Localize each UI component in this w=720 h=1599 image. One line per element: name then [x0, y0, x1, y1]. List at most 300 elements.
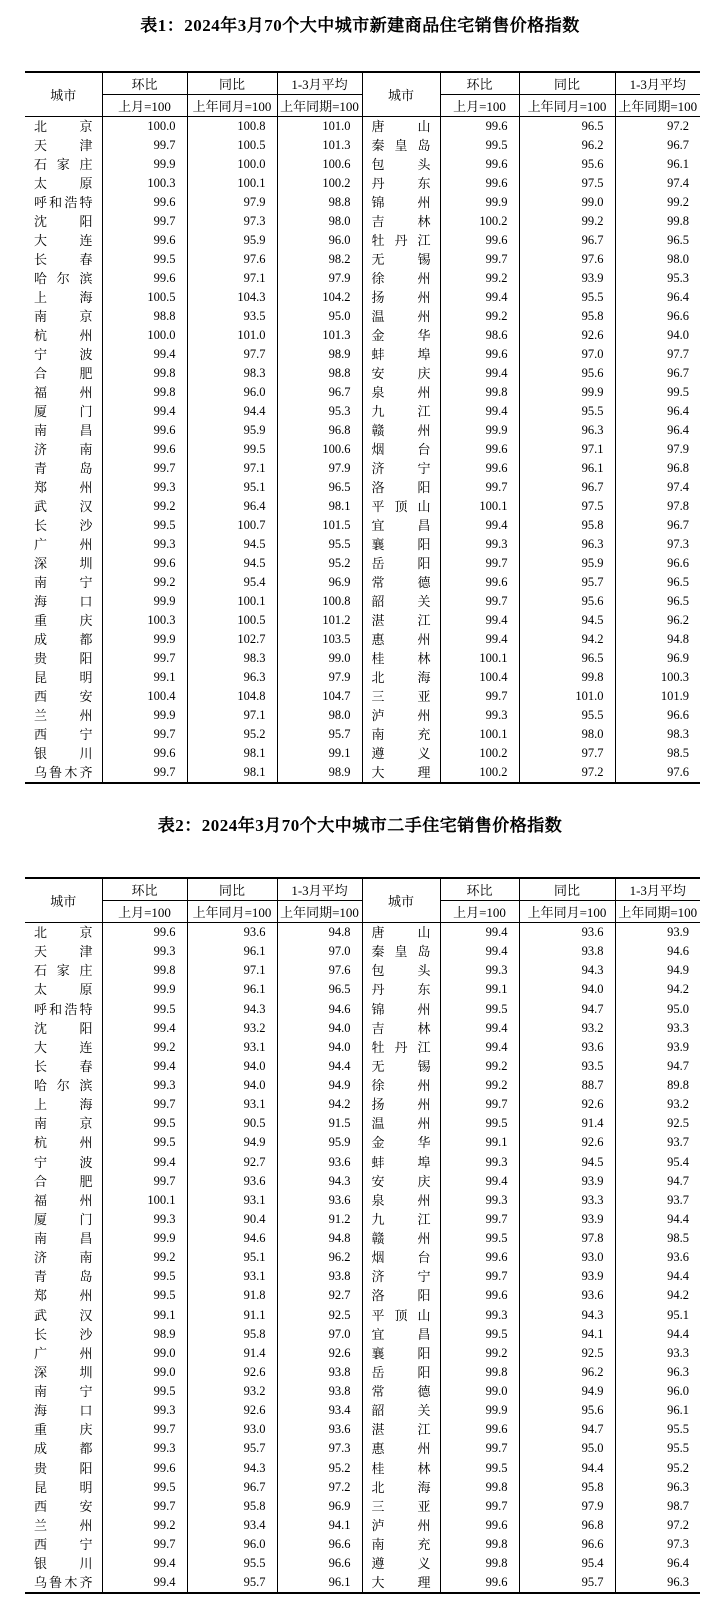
value-cell: 94.8: [277, 923, 362, 943]
value-cell: 99.4: [102, 1153, 187, 1172]
value-cell: 93.3: [519, 1191, 615, 1210]
value-cell: 99.3: [440, 535, 519, 554]
city-cell: 襄 阳: [362, 535, 440, 554]
value-cell: 99.3: [440, 1153, 519, 1172]
value-cell: 99.0: [440, 1382, 519, 1401]
value-cell: 99.6: [440, 1516, 519, 1535]
value-cell: 95.5: [615, 1439, 700, 1458]
value-cell: 99.2: [440, 1076, 519, 1095]
value-cell: 99.7: [102, 1172, 187, 1191]
value-cell: 94.4: [277, 1057, 362, 1076]
value-cell: 98.5: [615, 744, 700, 763]
value-cell: 96.7: [187, 1478, 277, 1497]
value-cell: 100.0: [102, 117, 187, 137]
table-row: [25, 1229, 700, 1248]
value-cell: 104.8: [187, 687, 277, 706]
city-cell: 洛 阳: [362, 478, 440, 497]
value-cell: 97.9: [277, 269, 362, 288]
value-cell: 93.6: [519, 1286, 615, 1305]
value-cell: 99.8: [615, 212, 700, 231]
value-cell: 93.9: [615, 923, 700, 943]
city-cell: 无 锡: [362, 1057, 440, 1076]
value-cell: 99.7: [440, 592, 519, 611]
value-cell: 94.3: [519, 961, 615, 980]
city-cell: 丹 东: [362, 980, 440, 999]
table-row: [25, 421, 700, 440]
city-cell: 岳 阳: [362, 554, 440, 573]
value-cell: 100.1: [102, 1191, 187, 1210]
table-row: [25, 478, 700, 497]
value-cell: 94.4: [519, 1459, 615, 1478]
value-cell: 93.6: [187, 923, 277, 943]
value-cell: 99.5: [440, 1229, 519, 1248]
value-cell: 98.8: [277, 364, 362, 383]
table-row: [25, 1095, 700, 1114]
city-cell: 深 圳: [34, 1364, 93, 1380]
value-cell: 101.5: [277, 516, 362, 535]
table-row: [25, 1114, 700, 1133]
value-cell: 99.4: [440, 923, 519, 943]
table-row: [25, 980, 700, 999]
city-cell: 烟 台: [362, 1248, 440, 1267]
value-cell: 101.3: [277, 326, 362, 345]
value-cell: 93.0: [187, 1420, 277, 1439]
value-cell: 101.0: [519, 687, 615, 706]
value-cell: 99.2: [102, 1516, 187, 1535]
value-cell: 94.0: [187, 1076, 277, 1095]
value-cell: 99.6: [102, 193, 187, 212]
table-row: [25, 744, 700, 763]
header-city: 城市: [25, 72, 102, 117]
header-city: 城市: [25, 878, 102, 923]
table-row: [25, 706, 700, 725]
city-cell: 宁 波: [34, 1154, 93, 1170]
value-cell: 93.9: [519, 1210, 615, 1229]
value-cell: 95.9: [187, 231, 277, 250]
city-cell: 南 宁: [34, 1384, 93, 1400]
table-row: [25, 923, 700, 943]
value-cell: 96.6: [615, 554, 700, 573]
header-yoy: 同比: [187, 878, 277, 901]
city-cell: 韶 关: [362, 592, 440, 611]
value-cell: 99.5: [440, 1000, 519, 1019]
city-cell: 济 南: [34, 442, 93, 457]
header-mom: 环比: [102, 878, 187, 901]
value-cell: 94.4: [615, 1267, 700, 1286]
value-cell: 94.0: [277, 1019, 362, 1038]
value-cell: 96.4: [187, 497, 277, 516]
value-cell: 94.0: [519, 980, 615, 999]
value-cell: 98.8: [277, 193, 362, 212]
table-row: [25, 592, 700, 611]
value-cell: 92.6: [187, 1363, 277, 1382]
value-cell: 92.6: [519, 1095, 615, 1114]
table-row: [25, 1325, 700, 1344]
value-cell: 95.4: [615, 1153, 700, 1172]
value-cell: 97.1: [187, 459, 277, 478]
value-cell: 97.2: [519, 763, 615, 783]
table-row: [25, 763, 700, 783]
value-cell: 92.5: [277, 1306, 362, 1325]
table-row: [25, 383, 700, 402]
value-cell: 100.3: [102, 611, 187, 630]
value-cell: 95.7: [187, 1439, 277, 1458]
value-cell: 93.8: [277, 1363, 362, 1382]
value-cell: 95.7: [519, 1573, 615, 1593]
value-cell: 96.9: [277, 573, 362, 592]
value-cell: 100.2: [440, 212, 519, 231]
table2-second-hand-price-index: [25, 877, 700, 1594]
value-cell: 96.1: [615, 155, 700, 174]
value-cell: 96.8: [519, 1516, 615, 1535]
value-cell: 97.9: [519, 1497, 615, 1516]
value-cell: 99.3: [440, 1306, 519, 1325]
value-cell: 94.5: [187, 535, 277, 554]
header-avg-base: 上年同期=100: [277, 95, 362, 117]
value-cell: 96.0: [187, 1535, 277, 1554]
city-cell: 厦 门: [34, 1211, 93, 1227]
table-row: [25, 516, 700, 535]
city-cell: 南 京: [34, 1116, 93, 1132]
city-cell: 贵 阳: [34, 1460, 93, 1476]
value-cell: 98.3: [615, 725, 700, 744]
value-cell: 94.7: [519, 1000, 615, 1019]
value-cell: 95.9: [187, 421, 277, 440]
city-cell: 福 州: [34, 385, 93, 400]
city-cell: 金 华: [362, 1133, 440, 1152]
value-cell: 94.2: [277, 1095, 362, 1114]
city-cell: 泉 州: [362, 1191, 440, 1210]
city-cell: 天 津: [34, 138, 93, 153]
value-cell: 95.9: [519, 554, 615, 573]
value-cell: 94.2: [615, 1286, 700, 1305]
value-cell: 99.6: [102, 744, 187, 763]
city-cell: 沈 阳: [34, 214, 93, 229]
value-cell: 99.7: [440, 1210, 519, 1229]
value-cell: 100.8: [277, 592, 362, 611]
value-cell: 101.3: [277, 136, 362, 155]
header-mom-base: 上月=100: [440, 95, 519, 117]
table-row: [25, 630, 700, 649]
value-cell: 99.5: [102, 1286, 187, 1305]
value-cell: 99.5: [102, 1267, 187, 1286]
value-cell: 94.0: [615, 326, 700, 345]
city-cell: 蚌 埠: [362, 1153, 440, 1172]
value-cell: 99.3: [440, 706, 519, 725]
value-cell: 98.7: [615, 1497, 700, 1516]
city-cell: 洛 阳: [362, 1286, 440, 1305]
value-cell: 94.6: [277, 1000, 362, 1019]
value-cell: 96.3: [519, 535, 615, 554]
value-cell: 99.8: [440, 1478, 519, 1497]
value-cell: 96.7: [277, 383, 362, 402]
value-cell: 99.9: [440, 421, 519, 440]
value-cell: 97.3: [615, 535, 700, 554]
value-cell: 93.6: [519, 923, 615, 943]
city-cell: 西 安: [34, 1498, 93, 1514]
table-row: [25, 1439, 700, 1458]
value-cell: 89.8: [615, 1076, 700, 1095]
header-yoy-base: 上年同月=100: [187, 901, 277, 923]
value-cell: 98.0: [277, 706, 362, 725]
value-cell: 93.5: [187, 307, 277, 326]
value-cell: 96.0: [615, 1382, 700, 1401]
table-row: [25, 250, 700, 269]
value-cell: 93.6: [277, 1420, 362, 1439]
value-cell: 99.7: [102, 763, 187, 783]
value-cell: 96.6: [615, 307, 700, 326]
value-cell: 93.9: [519, 269, 615, 288]
value-cell: 96.1: [615, 1401, 700, 1420]
value-cell: 99.8: [102, 364, 187, 383]
value-cell: 99.7: [440, 1267, 519, 1286]
city-cell: 徐 州: [362, 269, 440, 288]
table1-header: [25, 72, 700, 117]
value-cell: 99.1: [102, 668, 187, 687]
city-cell: 成 都: [34, 1441, 93, 1457]
value-cell: 95.7: [519, 573, 615, 592]
table-row: [25, 1248, 700, 1267]
value-cell: 96.5: [519, 117, 615, 137]
value-cell: 98.9: [102, 1325, 187, 1344]
value-cell: 100.2: [440, 744, 519, 763]
value-cell: 99.7: [440, 1095, 519, 1114]
value-cell: 96.0: [277, 231, 362, 250]
value-cell: 96.4: [615, 1554, 700, 1573]
city-cell: 常 德: [362, 573, 440, 592]
city-cell: 赣 州: [362, 1229, 440, 1248]
value-cell: 99.4: [102, 1573, 187, 1593]
value-cell: 99.4: [102, 345, 187, 364]
value-cell: 93.9: [519, 1267, 615, 1286]
table-row: [25, 649, 700, 668]
city-cell: 宜 昌: [362, 516, 440, 535]
value-cell: 99.7: [440, 554, 519, 573]
city-cell: 徐 州: [362, 1076, 440, 1095]
value-cell: 96.5: [615, 573, 700, 592]
table-row: [25, 1210, 700, 1229]
city-cell: 温 州: [362, 1114, 440, 1133]
value-cell: 93.1: [187, 1267, 277, 1286]
value-cell: 99.6: [440, 1286, 519, 1305]
value-cell: 99.6: [440, 1420, 519, 1439]
value-cell: 99.7: [102, 1535, 187, 1554]
value-cell: 95.6: [519, 155, 615, 174]
value-cell: 94.8: [615, 630, 700, 649]
city-cell: 长 沙: [34, 518, 93, 533]
city-cell: 青 岛: [34, 461, 93, 476]
value-cell: 97.8: [615, 497, 700, 516]
value-cell: 96.5: [277, 980, 362, 999]
value-cell: 97.2: [277, 1478, 362, 1497]
value-cell: 97.8: [519, 1229, 615, 1248]
value-cell: 99.5: [102, 1478, 187, 1497]
value-cell: 99.5: [440, 1325, 519, 1344]
value-cell: 97.9: [277, 459, 362, 478]
value-cell: 90.4: [187, 1210, 277, 1229]
value-cell: 93.6: [615, 1248, 700, 1267]
value-cell: 99.7: [440, 687, 519, 706]
value-cell: 97.1: [187, 706, 277, 725]
table-row: [25, 668, 700, 687]
value-cell: 99.6: [440, 155, 519, 174]
city-cell: 岳 阳: [362, 1363, 440, 1382]
value-cell: 95.8: [519, 1478, 615, 1497]
city-cell: 惠 州: [362, 1439, 440, 1458]
header-mom-base: 上月=100: [102, 95, 187, 117]
city-cell: 三 亚: [362, 687, 440, 706]
value-cell: 99.6: [440, 1573, 519, 1593]
value-cell: 94.3: [187, 1459, 277, 1478]
value-cell: 95.6: [519, 1401, 615, 1420]
value-cell: 99.7: [102, 136, 187, 155]
value-cell: 98.1: [187, 763, 277, 783]
value-cell: 97.4: [615, 174, 700, 193]
value-cell: 98.2: [277, 250, 362, 269]
city-cell: 呼 和 浩 特: [34, 195, 93, 210]
value-cell: 96.3: [615, 1478, 700, 1497]
table-row: [25, 942, 700, 961]
city-cell: 海 口: [34, 1403, 93, 1419]
value-cell: 97.7: [187, 345, 277, 364]
value-cell: 96.2: [519, 136, 615, 155]
value-cell: 93.6: [519, 1038, 615, 1057]
table-row: [25, 402, 700, 421]
value-cell: 96.3: [615, 1363, 700, 1382]
value-cell: 94.8: [277, 1229, 362, 1248]
city-cell: 桂 林: [362, 649, 440, 668]
value-cell: 92.6: [187, 1401, 277, 1420]
value-cell: 99.2: [102, 1038, 187, 1057]
value-cell: 99.9: [440, 1401, 519, 1420]
table-row: [25, 554, 700, 573]
value-cell: 99.4: [440, 1038, 519, 1057]
value-cell: 100.1: [440, 649, 519, 668]
value-cell: 95.3: [277, 402, 362, 421]
value-cell: 96.5: [277, 478, 362, 497]
city-cell: 重 庆: [34, 613, 93, 628]
table-row: [25, 155, 700, 174]
city-cell: 宁 波: [34, 347, 93, 362]
value-cell: 93.6: [187, 1172, 277, 1191]
city-cell: 南 昌: [34, 1231, 93, 1247]
value-cell: 96.6: [615, 706, 700, 725]
value-cell: 100.6: [277, 155, 362, 174]
city-cell: 温 州: [362, 307, 440, 326]
value-cell: 96.9: [277, 1497, 362, 1516]
header-yoy-base: 上年同月=100: [519, 901, 615, 923]
value-cell: 93.3: [615, 1019, 700, 1038]
value-cell: 96.6: [277, 1535, 362, 1554]
value-cell: 95.1: [187, 478, 277, 497]
city-cell: 济 宁: [362, 1267, 440, 1286]
table-row: [25, 269, 700, 288]
value-cell: 95.0: [277, 307, 362, 326]
value-cell: 99.7: [102, 1420, 187, 1439]
city-cell: 大 连: [34, 1039, 93, 1055]
city-cell: 合 肥: [34, 1173, 93, 1189]
value-cell: 99.2: [440, 307, 519, 326]
city-cell: 泸 州: [362, 706, 440, 725]
value-cell: 97.6: [519, 250, 615, 269]
city-cell: 烟 台: [362, 440, 440, 459]
value-cell: 104.7: [277, 687, 362, 706]
value-cell: 99.7: [440, 1497, 519, 1516]
value-cell: 99.4: [102, 1019, 187, 1038]
table-row: [25, 1306, 700, 1325]
city-cell: 泸 州: [362, 1516, 440, 1535]
city-cell: 郑 州: [34, 1288, 93, 1304]
header-avg-base: 上年同期=100: [615, 901, 700, 923]
value-cell: 95.1: [615, 1306, 700, 1325]
city-cell: 吉 林: [362, 1019, 440, 1038]
value-cell: 99.7: [102, 649, 187, 668]
value-cell: 100.0: [187, 155, 277, 174]
value-cell: 93.2: [187, 1019, 277, 1038]
city-cell: 青 岛: [34, 1269, 93, 1285]
value-cell: 100.1: [440, 725, 519, 744]
value-cell: 99.0: [102, 1344, 187, 1363]
value-cell: 99.6: [440, 174, 519, 193]
value-cell: 96.6: [519, 1535, 615, 1554]
city-cell: 安 庆: [362, 364, 440, 383]
value-cell: 96.7: [615, 136, 700, 155]
city-cell: 昆 明: [34, 1479, 93, 1495]
value-cell: 99.1: [277, 744, 362, 763]
value-cell: 93.7: [615, 1191, 700, 1210]
value-cell: 99.6: [102, 440, 187, 459]
value-cell: 94.9: [519, 1382, 615, 1401]
table-row: [25, 440, 700, 459]
value-cell: 99.5: [102, 250, 187, 269]
value-cell: 96.7: [615, 364, 700, 383]
value-cell: 93.0: [519, 1248, 615, 1267]
table1-body: [25, 117, 700, 784]
city-cell: 常 德: [362, 1382, 440, 1401]
header-mom: 环比: [102, 72, 187, 95]
value-cell: 95.0: [615, 1000, 700, 1019]
value-cell: 93.2: [187, 1382, 277, 1401]
table-row: [25, 1497, 700, 1516]
value-cell: 97.9: [615, 440, 700, 459]
value-cell: 94.3: [277, 1172, 362, 1191]
value-cell: 99.7: [102, 725, 187, 744]
value-cell: 97.1: [519, 440, 615, 459]
header-yoy: 同比: [519, 72, 615, 95]
value-cell: 99.5: [187, 440, 277, 459]
city-cell: 上 海: [34, 1097, 93, 1113]
city-cell: 韶 关: [362, 1401, 440, 1420]
value-cell: 94.7: [615, 1172, 700, 1191]
value-cell: 94.2: [615, 980, 700, 999]
value-cell: 95.8: [519, 516, 615, 535]
city-cell: 锦 州: [362, 193, 440, 212]
header-avg: 1-3月平均: [277, 72, 362, 95]
header-mom: 环比: [440, 72, 519, 95]
city-cell: 吉 林: [362, 212, 440, 231]
value-cell: 95.5: [519, 288, 615, 307]
city-cell: 沈 阳: [34, 1020, 93, 1036]
table-row: [25, 1459, 700, 1478]
value-cell: 99.4: [440, 1172, 519, 1191]
value-cell: 90.5: [187, 1114, 277, 1133]
value-cell: 96.0: [187, 383, 277, 402]
city-cell: 哈 尔 滨: [34, 271, 93, 286]
table-row: [25, 136, 700, 155]
value-cell: 95.2: [277, 554, 362, 573]
city-cell: 合 肥: [34, 366, 93, 381]
value-cell: 93.9: [519, 1172, 615, 1191]
